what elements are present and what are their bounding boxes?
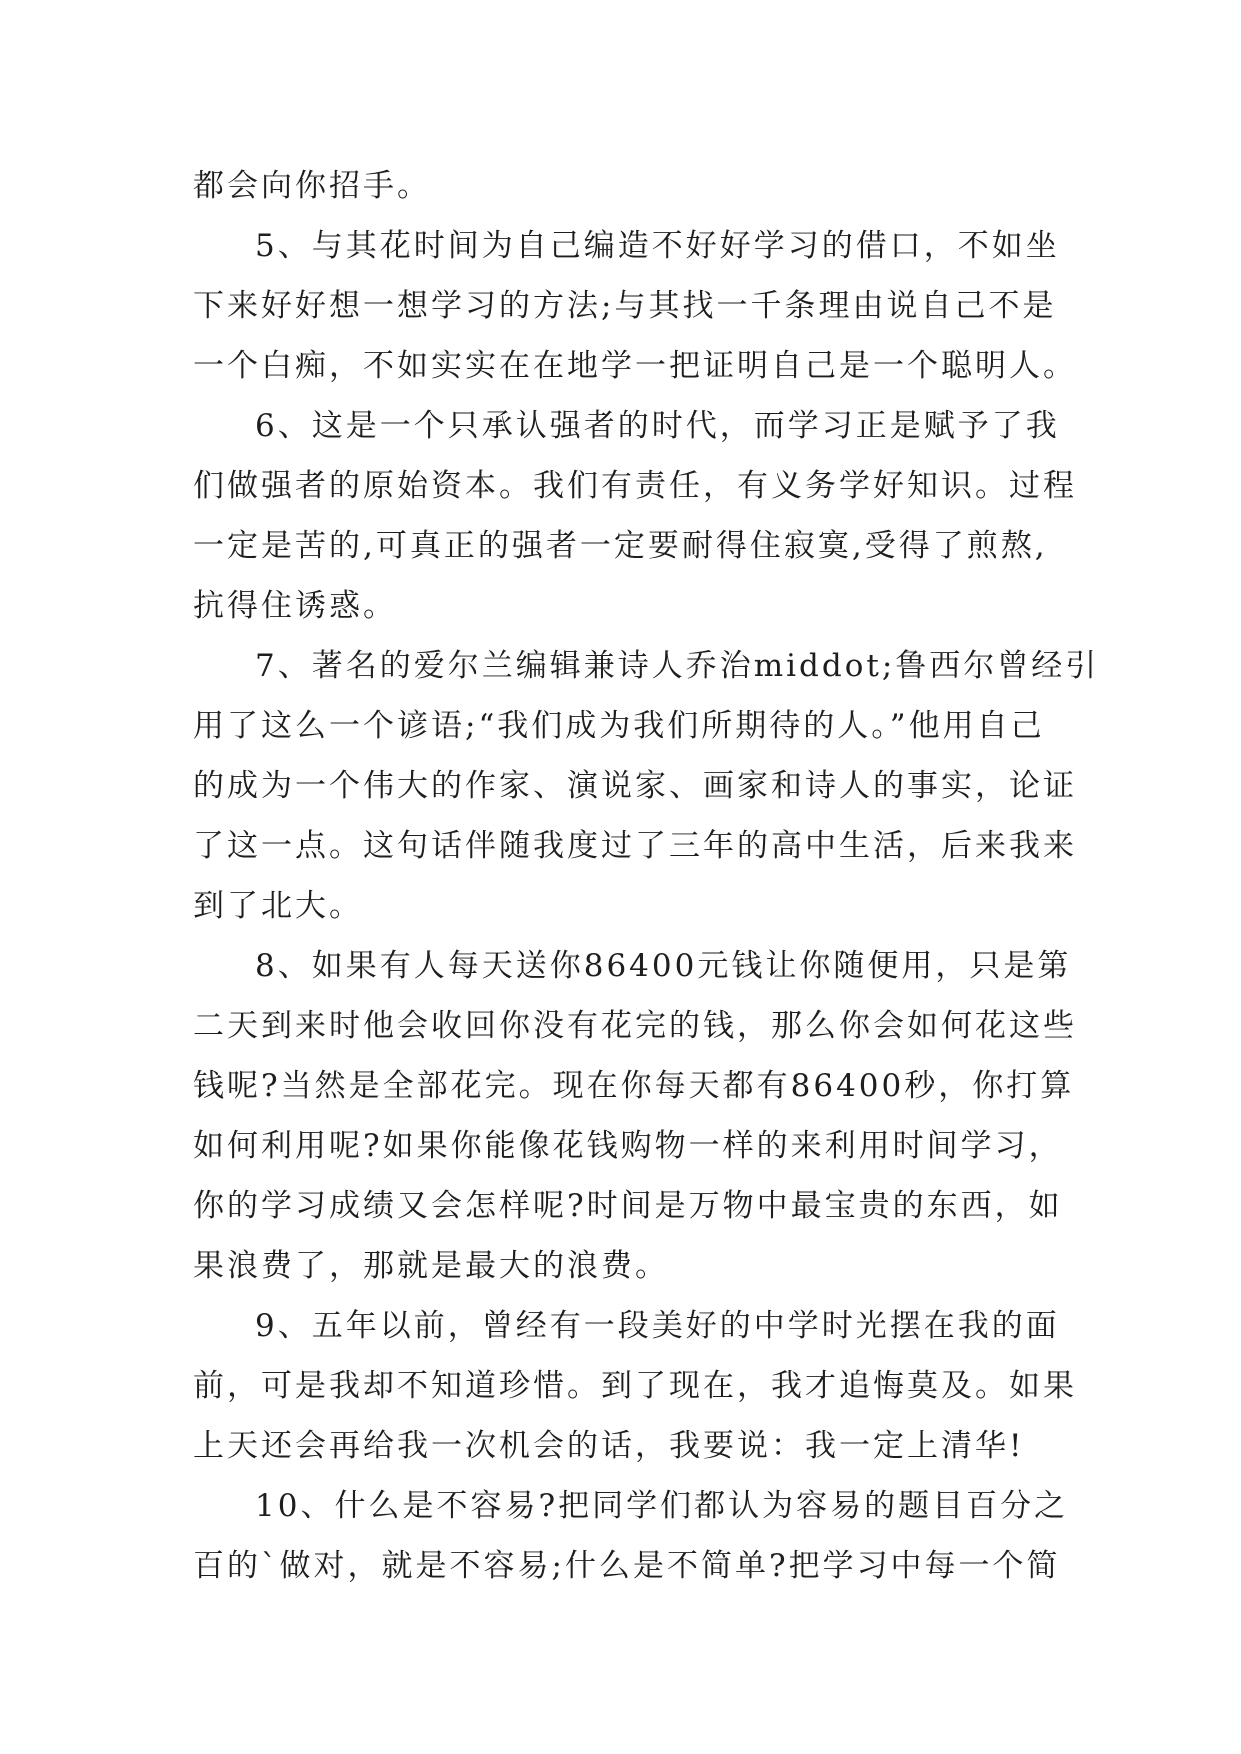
text-line: 一定是苦的,可真正的强者一定要耐得住寂寞,受得了煎熬, (193, 528, 1048, 564)
text-line: 如何利用呢?如果你能像花钱购物一样的来利用时间学习， (193, 1128, 1063, 1164)
text-line: 一个白痴，不如实实在在地学一把证明自己是一个聪明人。 (193, 348, 1077, 384)
text-line: 果浪费了，那就是最大的浪费。 (193, 1248, 669, 1284)
document-body (193, 156, 1100, 1596)
text-line: 百的`做对，就是不容易;什么是不简单?把学习中每一个简 (193, 1548, 1061, 1584)
text-line: 6、这是一个只承认强者的时代，而学习正是赋予了我 (255, 408, 1060, 444)
text-line: 二天到来时他会收回你没有花完的钱，那么你会如何花这些 (193, 1008, 1077, 1044)
text-line: 下来好好想一想学习的方法;与其找一千条理由说自己不是 (193, 288, 1057, 324)
text-line: 7、著名的爱尔兰编辑兼诗人乔治middot;鲁西尔曾经引 (255, 648, 1100, 684)
text-line: 10、什么是不容易?把同学们都认为容易的题目百分之 (255, 1488, 1069, 1524)
text-line: 你的学习成绩又会怎样呢?时间是万物中最宝贵的东西，如 (193, 1188, 1063, 1224)
text-line: 钱呢?当然是全部花完。现在你每天都有86400秒，你打算 (193, 1068, 1075, 1104)
text-line: 9、五年以前，曾经有一段美好的中学时光摆在我的面 (255, 1308, 1060, 1344)
text-line: 们做强者的原始资本。我们有责任，有义务学好知识。过程 (193, 468, 1077, 504)
text-line: 上天还会再给我一次机会的话，我要说：我一定上清华! (193, 1428, 1025, 1464)
text-line: 前，可是我却不知道珍惜。到了现在，我才追悔莫及。如果 (193, 1368, 1077, 1404)
text-line: 的成为一个伟大的作家、演说家、画家和诗人的事实，论证 (193, 768, 1077, 804)
text-line: 了这一点。这句话伴随我度过了三年的高中生活，后来我来 (193, 828, 1077, 864)
text-line: 5、与其花时间为自己编造不好好学习的借口，不如坐 (255, 228, 1060, 264)
text-line: 到了北大。 (193, 888, 363, 924)
text-line: 用了这么一个谚语;“我们成为我们所期待的人。”他用自己 (193, 708, 1045, 744)
text-line: 8、如果有人每天送你86400元钱让你随便用，只是第 (255, 948, 1072, 984)
text-line: 抗得住诱惑。 (193, 588, 397, 624)
text-line: 都会向你招手。 (193, 168, 431, 204)
